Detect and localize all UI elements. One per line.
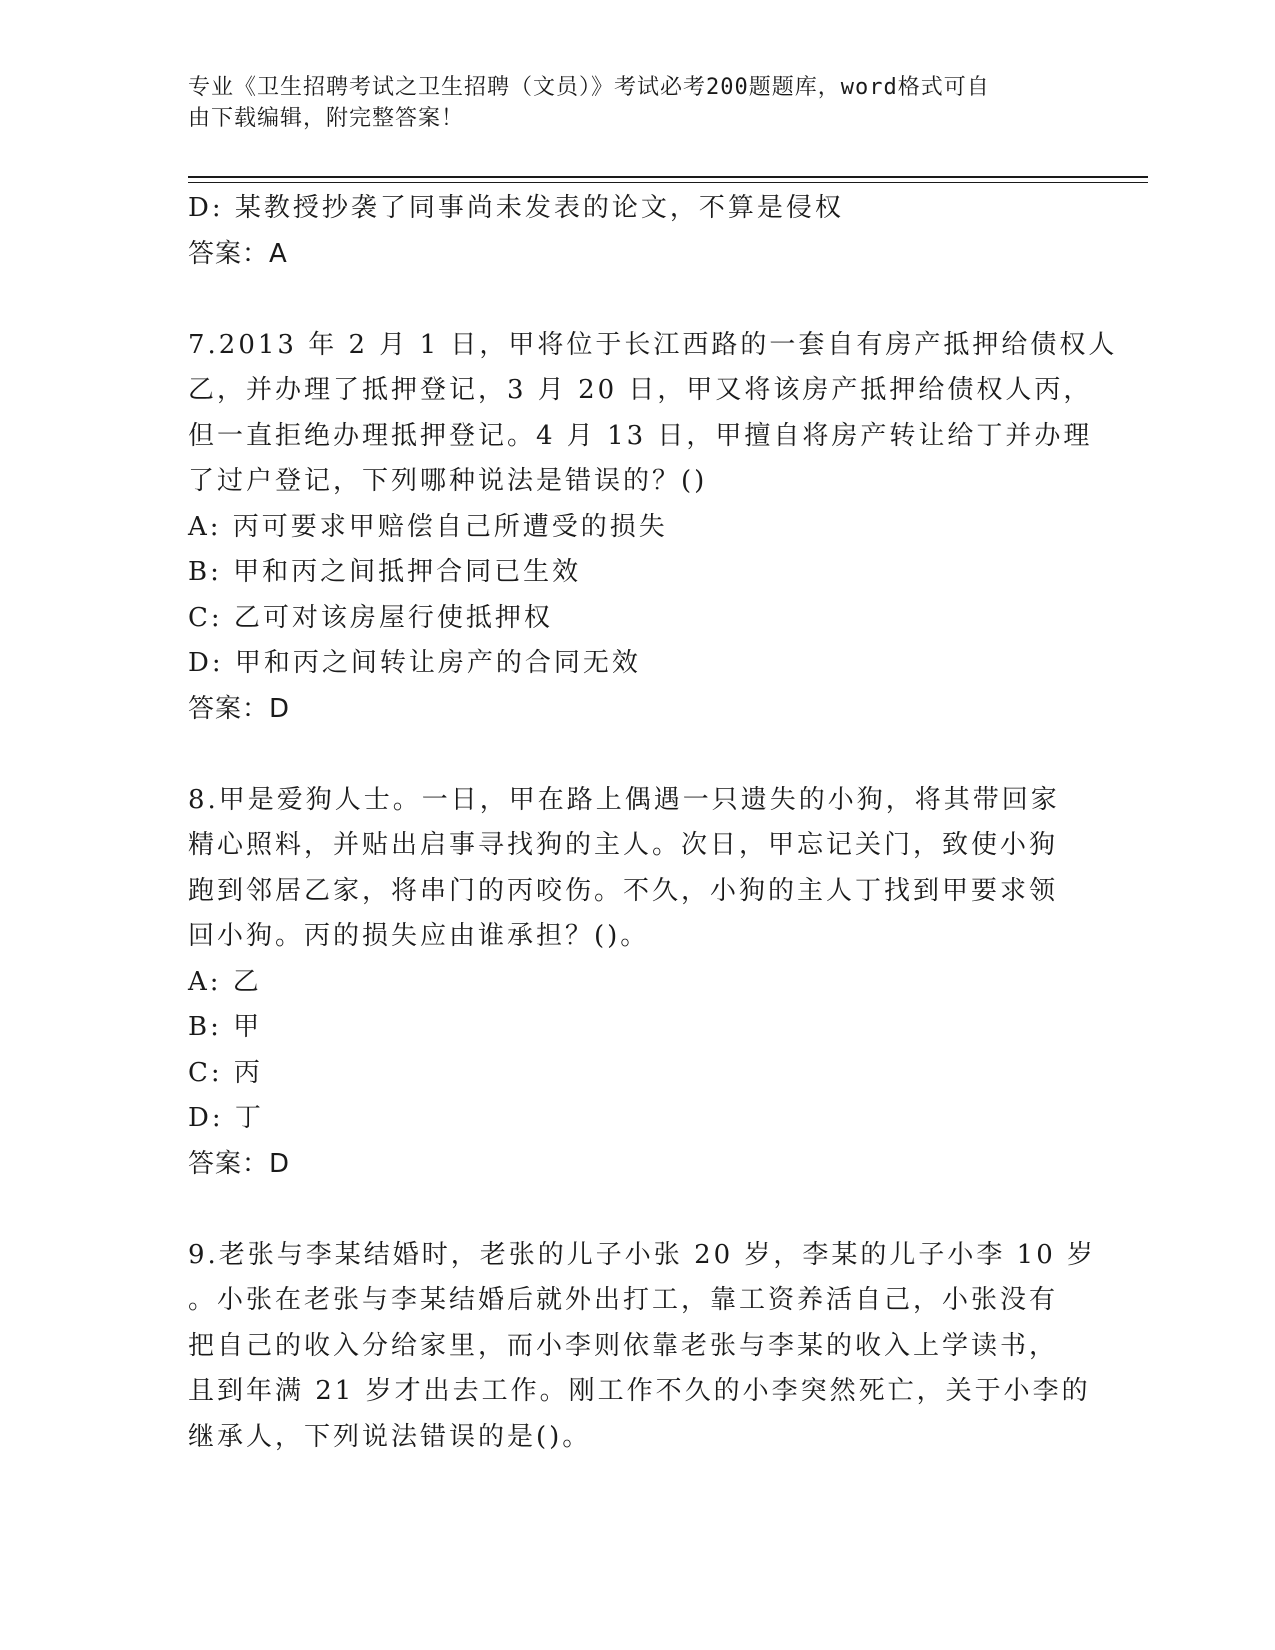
option-c: C: 丙 <box>188 1057 263 1088</box>
option-d: D: 丁 <box>188 1103 264 1133</box>
question-7 <box>188 323 1118 733</box>
spacer <box>188 1187 1068 1233</box>
spacer <box>188 732 1068 778</box>
answer-line: 答案：D <box>188 1148 291 1179</box>
question-stem-line: 9.老张与李某结婚时，老张的儿子小张 20 岁，李某的儿子小李 10 岁 <box>188 1239 1097 1270</box>
question-6-tail <box>188 186 1068 277</box>
header-line-1: 专业《卫生招聘考试之卫生招聘（文员）》考试必考200题题库，word格式可自 <box>188 75 990 100</box>
question-stem-line: 精心照料，并贴出启事寻找狗的主人。次日，甲忘记关门，致使小狗 <box>188 830 1059 860</box>
question-stem-line: 继承人，下列说法错误的是()。 <box>188 1421 592 1452</box>
option-c: C: 乙可对该房屋行使抵押权 <box>188 602 553 633</box>
question-stem-line: 了过户登记，下列哪种说法是错误的？() <box>188 466 708 496</box>
question-stem-line: 但一直拒绝办理抵押登记。4 月 13 日，甲擅自将房产转让给丁并办理 <box>188 420 1093 451</box>
question-stem-line: 乙，并办理了抵押登记，3 月 20 日，甲又将该房产抵押给债权人丙， <box>188 375 1093 405</box>
question-9 <box>188 1233 1097 1461</box>
document-header <box>188 72 1068 134</box>
option-d: D: 甲和丙之间转让房产的合同无效 <box>188 648 641 678</box>
question-stem-line: 把自己的收入分给家里，而小李则依靠老张与李某的收入上学读书， <box>188 1330 1059 1361</box>
question-stem-line: 回小狗。丙的损失应由谁承担？()。 <box>188 921 650 951</box>
option-d: D: 某教授抄袭了同事尚未发表的论文，不算是侵权 <box>188 193 844 223</box>
header-line-2: 由下载编辑，附完整答案！ <box>188 106 465 131</box>
question-content <box>188 186 1118 1460</box>
option-b: B: 甲和丙之间抵押合同已生效 <box>188 557 582 587</box>
spacer <box>188 277 1068 323</box>
answer-line: 答案：D <box>188 693 291 724</box>
question-stem-line: 7.2013 年 2 月 1 日，甲将位于长江西路的一套自有房产抵押给债权人 <box>188 329 1118 360</box>
question-stem-line: 跑到邻居乙家，将串门的丙咬伤。不久，小狗的主人丁找到甲要求领 <box>188 875 1059 906</box>
option-b: B: 甲 <box>188 1012 263 1042</box>
header-rule-thin <box>188 182 1148 183</box>
question-8 <box>188 778 1068 1188</box>
option-a: A: 乙 <box>188 966 262 997</box>
question-stem-line: 。小张在老张与李某结婚后就外出打工，靠工资养活自己，小张没有 <box>188 1285 1059 1315</box>
option-a: A: 丙可要求甲赔偿自己所遭受的损失 <box>188 511 668 542</box>
question-stem-line: 且到年满 21 岁才出去工作。刚工作不久的小李突然死亡，关于小李的 <box>188 1376 1091 1406</box>
question-stem-line: 8.甲是爱狗人士。一日，甲在路上偶遇一只遗失的小狗，将其带回家 <box>188 784 1060 815</box>
header-rule-thick <box>188 176 1148 178</box>
answer-line: 答案：A <box>188 238 288 269</box>
